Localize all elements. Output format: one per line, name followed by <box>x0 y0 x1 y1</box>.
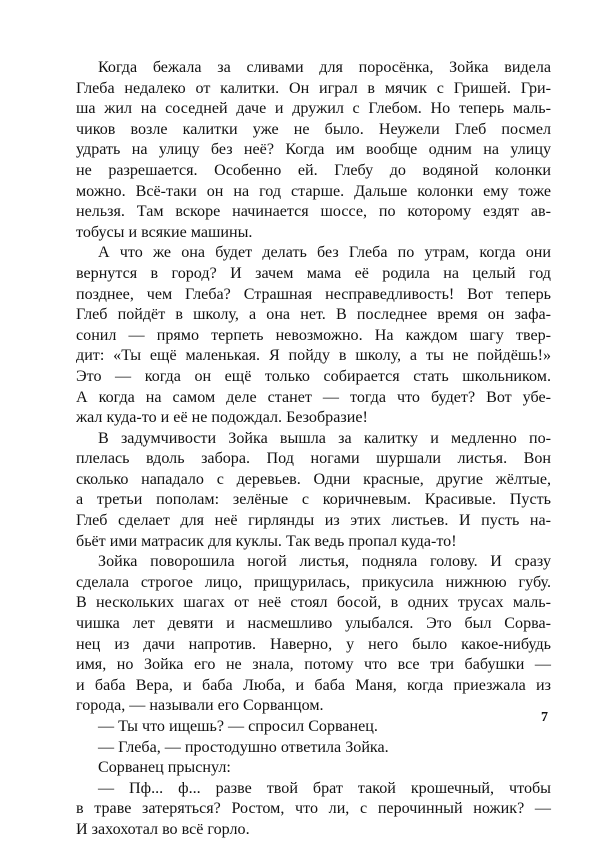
text-line: сделала строгое лицо, прищурилась, прикусила нижнюю губу. <box>76 573 551 591</box>
text-line: чишка лет девяти и насмешливо улыбался. Это был Сорва- <box>76 615 551 633</box>
text-line: нельзя. Там вскоре начинается шоссе, по которому ездят ав- <box>76 203 551 221</box>
text-line: жал куда-то и её не подождал. Безобразие! <box>76 409 368 427</box>
text-line: сонил — прямо терпеть невозможно. На каждом шагу твер- <box>76 326 551 344</box>
paragraph <box>76 758 551 779</box>
page-text <box>76 58 551 841</box>
text-line: удрать на улицу без неё? Когда им вообще одним на улицу <box>76 141 551 159</box>
text-line: чиков возле калитки уже не было. Неужели Глеб посмел <box>76 120 551 138</box>
text-line: — Пф... ф... разве твой брат такой крошечный, чтобы <box>98 779 551 797</box>
text-line: ша жил на соседней даче и дружил с Глебом. Но теперь маль- <box>76 100 551 118</box>
text-line: бьёт ими матрасик для куклы. Так ведь пропал куда-то! <box>76 532 457 550</box>
text-line: нец из дачи напротив. Наверно, у него было какое-нибудь <box>76 635 551 653</box>
text-line: тобусы и всякие машины. <box>76 223 253 241</box>
text-line: Это — когда он ещё только собирается стать школьником. <box>76 367 551 385</box>
text-line: А когда на самом деле станет — тогда что будет? Вот убе- <box>76 388 551 406</box>
text-line: В нескольких шагах от неё стоял босой, в одних трусах маль- <box>76 594 551 612</box>
text-line: не разрешается. Особенно ей. Глебу до водяной колонки <box>76 161 551 179</box>
text-line: дит: «Ты ещё маленькая. Я пойду в школу, а ты не пойдёшь!» <box>76 347 551 365</box>
text-line: Глеб сделает для неё гирлянды из этих листьев. И пусть на- <box>76 512 551 530</box>
text-line: В задумчивости Зойка вышла за калитку и медленно по- <box>98 429 551 447</box>
text-line: а третьи пополам: зелёные с коричневым. Красивые. Пусть <box>76 491 551 509</box>
text-line: позднее, чем Глеба? Страшная несправедливость! Вот теперь <box>76 285 551 303</box>
text-line: Глеб пойдёт в школу, а она нет. В последнее время он зафа- <box>76 306 551 324</box>
text-line: в траве затеряться? Ростом, что ли, с перочинный ножик? — <box>76 800 551 818</box>
text-line: города, — называли его Сорванцом. <box>76 697 324 715</box>
text-line: можно. Всё-таки он на год старше. Дальше колонки ему тоже <box>76 182 551 200</box>
page-number: 7 <box>541 710 548 725</box>
text-line: Сорванец прыснул: <box>98 759 231 777</box>
text-line: и баба Вера, и баба Люба, и баба Маня, когда приезжала из <box>76 676 551 694</box>
paragraph <box>76 243 551 428</box>
text-line: А что же она будет делать без Глеба по утрам, когда они <box>98 244 551 262</box>
text-line: — Ты что ищешь? — спросил Сорванец. <box>98 718 378 735</box>
text-line: Глеба недалеко от калитки. Он играл в мячик с Гришей. Гри- <box>76 79 551 97</box>
paragraph <box>76 717 551 738</box>
text-line: вернутся в город? И зачем мама её родила на целый год <box>76 264 551 282</box>
text-line: Зойка поворошила ногой листья, подняла голову. И сразу <box>98 553 551 571</box>
paragraph <box>76 58 551 243</box>
text-line: Когда бежала за сливами для поросёнка, Зойка видела <box>98 59 551 76</box>
text-line: плелась вдоль забора. Под ногами шуршали листья. Вон <box>76 450 551 468</box>
paragraph <box>76 779 551 841</box>
text-line: И захохотал во всё горло. <box>76 820 250 838</box>
text-line: сколько нападало с деревьев. Одни красные, другие жёлтые, <box>76 470 551 488</box>
text-line: имя, но Зойка его не знала, потому что все три бабушки — <box>76 656 551 674</box>
paragraph <box>76 738 551 759</box>
paragraph <box>76 552 551 717</box>
paragraph <box>76 429 551 553</box>
text-line: — Глеба, — простодушно ответила Зойка. <box>98 738 389 756</box>
